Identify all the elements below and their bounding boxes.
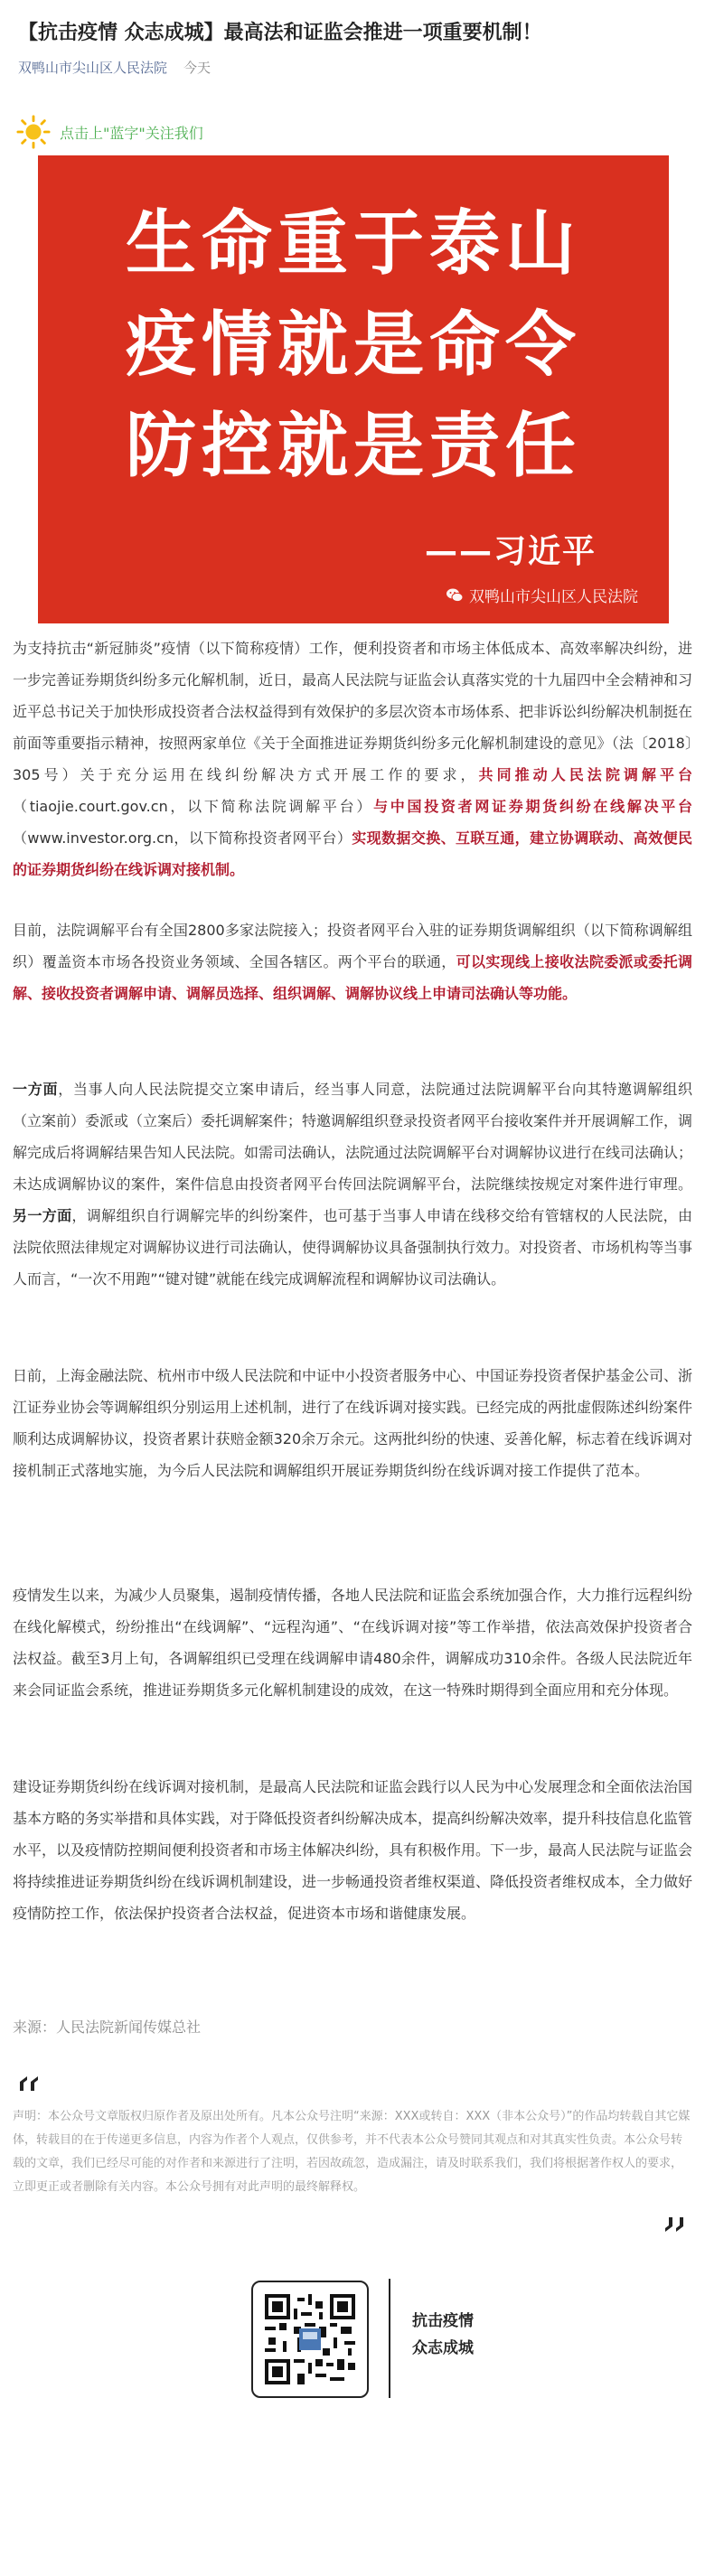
paragraph-3-text-b: ，调解组织自行调解完毕的纠纷案件，也可基于当事人申请在线移交给有管辖权的人民法院，由法院依照法律规定对调解协议进行司法确认，使得调解协议具备强制执行效力。对投资者、市场机构等当事人而言，“一次不用跑”“键对键”就能在线完成调解流程和调解协议司法确认。 <box>13 1207 693 1288</box>
paragraph-3 <box>13 1073 692 1295</box>
paragraph-1-text-b: （tiaojie.court.gov.cn，以下简称法院调解平台） <box>13 798 374 815</box>
publish-date: 今天 <box>183 60 212 76</box>
paragraph-4: 日前，上海金融法院、杭州市中级人民法院和中证中小投资者服务中心、中国证券投资者保护基金公司、浙江证券业协会等调解组织分别运用上述机制，进行了在线诉调对接实践。已经完成的两批虚假陈述纠纷案件顺利达成调解协议，投资者累计获赔金额320余万余元。这两批纠纷的快速、妥善化解，标志着在线诉调对接机制正式落地实施，为今后人民法院和调解组织开展证券期货纠纷在线诉调对接工作提供了范本。 <box>13 1367 693 1479</box>
paragraph-1-highlight-c: 实现数据交换、互联互通，建立协调联动、高效便民的证券期货纠纷在线诉调对接机制。 <box>13 829 692 878</box>
banner-watermark-text: 双鸭山市尖山区人民法院 <box>469 588 638 606</box>
banner-line-2: 疫情就是命令 <box>125 304 581 386</box>
paragraph-1-text-a: 为支持抗击“新冠肺炎”疫情（以下简称疫情）工作，便利投资者和市场主体低成本、高效率解决纠纷，进一步完善证券期货纠纷多元化解机制，近日，最高人民法院与证监会认真落实党的十九届四中全会精神和习近平总书记关于加快形成投资者合法权益得到有效保护的多层次资本市场体系、把非诉讼纠纷解决机制挺在前面等重要指示精神，按照两家单位《关于全面推进证券期货纠纷多元化解机制建设的意见》（法〔2018〕305号）关于充分运用在线纠纷解决方式开展工作的要求， <box>13 640 693 783</box>
qr-code-card[interactable] <box>251 2281 369 2398</box>
paragraph-3-lead-a: 一方面 <box>13 1081 59 1098</box>
sun-icon <box>16 115 51 149</box>
banner-line-3: 防控就是责任 <box>125 406 581 487</box>
banner-line-1: 生命重于泰山 <box>125 203 581 285</box>
paragraph-2 <box>13 914 692 1009</box>
open-quote-icon <box>18 2075 43 2093</box>
article-meta <box>18 58 211 77</box>
article-title: 【抗击疫情 众志成城】最高法和证监会推进一项重要机制！ <box>18 22 542 44</box>
paragraph-1-highlight-b: 与中国投资者网证券期货纠纷在线解决平台 <box>373 798 692 815</box>
paragraph-1 <box>13 632 692 885</box>
qr-code-icon <box>265 2294 355 2384</box>
slogan-line-1: 抗击疫情 <box>412 2312 474 2330</box>
paragraph-1-text-c: （www.investor.org.cn，以下简称投资者网平台） <box>13 829 352 847</box>
disclaimer-text: 声明：本公众号文章版权归原作者及原出处所有。凡本公众号注明“来源：XXX或转自：XXX（非本公众号）”的作品均转载自其它媒体，转载目的在于传递更多信息，内容为作者个人观点，仅供参考，并不代表本公众号赞同其观点和对其真实性负责。本公众号转载的文章，我们已经尽可能的对作者和来源进行了注明，若因故疏忽，造成漏注，请及时联系我们，我们将根据著作权人的要求，立即更正或者删除有关内容。本公众号拥有对此声明的最终解释权。 <box>13 2110 691 2194</box>
footer-slogan <box>412 2308 474 2362</box>
paragraph-3-lead-b: 另一方面 <box>13 1207 72 1224</box>
paragraph-6: 建设证券期货纠纷在线诉调对接机制，是最高人民法院和证监会践行以人民为中心发展理念和全面依法治国基本方略的务实举措和具体实践，对于降低投资者纠纷解决成本，提高纠纷解决效率，提升科技信息化监管水平，以及疫情防控期间便利投资者和市场主体解决纠纷，具有积极作用。下一步，最高人民法院与证监会将持续推进证券期货纠纷在线诉调机制建设，进一步畅通投资者维权渠道、降低投资者维权成本，全力做好疫情防控工作，依法保护投资者合法权益，促进资本市场和谐健康发展。 <box>13 1778 693 1922</box>
paragraph-1-highlight-a: 共同推动人民法院调解平台 <box>478 766 692 783</box>
banner-watermark <box>446 584 638 606</box>
follow-text: 点击上"蓝字"关注我们 <box>60 124 203 142</box>
footer-divider <box>389 2279 390 2398</box>
account-name-link[interactable]: 双鸭山市尖山区人民法院 <box>18 60 168 76</box>
paragraph-5: 疫情发生以来，为减少人员聚集，遏制疫情传播，各地人民法院和证监会系统加强合作，大力推行远程纠纷在线化解模式，纷纷推出“在线调解”、“远程沟通”、“在线诉调对接”等工作举措，依法高效保护投资者合法权益。截至3月上旬，各调解组织已受理在线调解申请480余件，调解成功310余件。各级人民法院近年来会同证监会系统，推进证券期货多元化解机制建设的成效，在这一特殊时期得到全面应用和充分体现。 <box>13 1587 693 1699</box>
paragraph-2-text: 目前，法院调解平台有全国2800多家法院接入；投资者网平台入驻的证券期货调解组织（以下简称调解组织）覆盖资本市场各投资业务领域、全国各辖区。两个平台的联通， <box>13 922 692 970</box>
slogan-line-2: 众志成城 <box>412 2339 474 2357</box>
paragraph-2-highlight: 可以实现线上接收法院委派或委托调解、接收投资者调解申请、调解员选择、组织调解、调解协议线上申请司法确认等功能。 <box>13 953 692 1002</box>
close-quote-icon <box>660 2215 685 2234</box>
wechat-icon <box>446 586 464 604</box>
banner-signature: ——习近平 <box>424 533 597 570</box>
source-line: 来源：人民法院新闻传媒总社 <box>13 2019 202 2036</box>
banner-image <box>38 155 669 623</box>
paragraph-3-text-a: ，当事人向人民法院提交立案申请后，经当事人同意，法院通过法院调解平台向其特邀调解组织（立案前）委派或（立案后）委托调解案件；特邀调解组织登录投资者网平台接收案件并开展调解工作，调解完成后将调解结果告知人民法院。如需司法确认，法院通过法院调解平台对调解协议进行在线司法确认；未达成调解协议的案件，案件信息由投资者网平台传回法院调解平台，法院继续按规定对案件进行审理。 <box>13 1081 693 1193</box>
follow-prompt[interactable] <box>16 114 203 150</box>
